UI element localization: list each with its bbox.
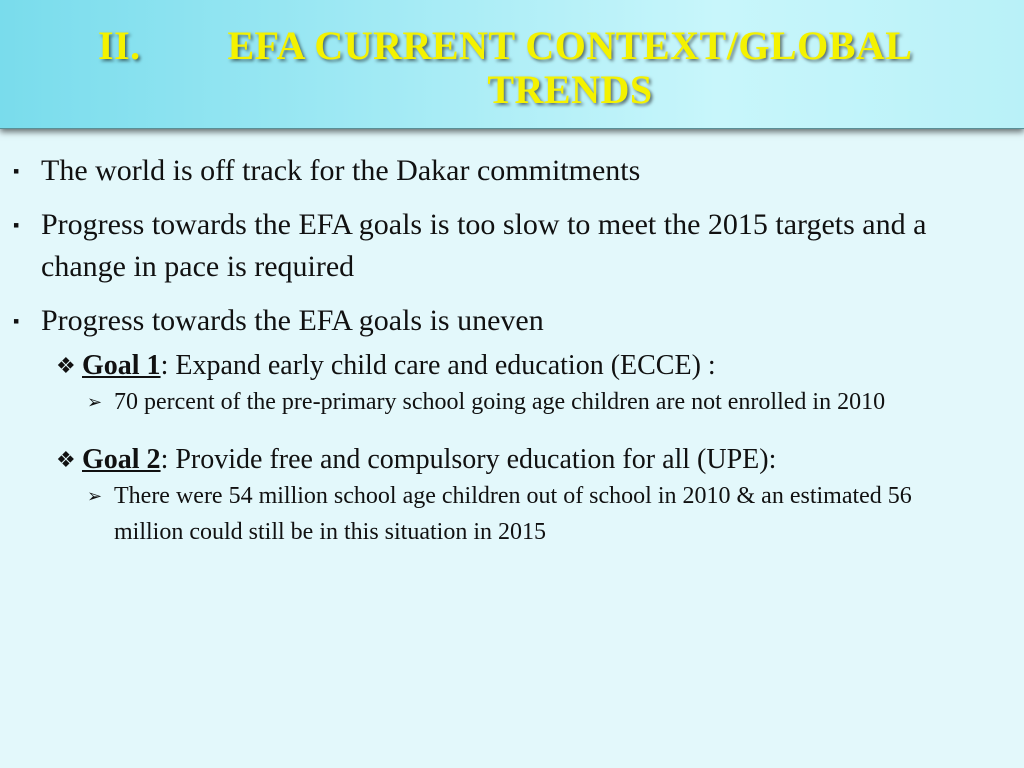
slide-content	[0, 150, 1024, 550]
title-number: II.	[98, 23, 141, 68]
title-text: EFA CURRENT CONTEXT/GLOBAL TRENDS	[227, 23, 913, 112]
goal-label: Goal 1	[82, 350, 161, 381]
square-bullet-icon: ▪	[13, 161, 20, 181]
bullet-item	[0, 204, 1024, 288]
goal-detail	[0, 478, 1024, 550]
arrow-bullet-icon: ➢	[87, 392, 103, 412]
square-bullet-icon: ▪	[13, 215, 20, 235]
title-bar	[0, 0, 1024, 129]
goal-label: Goal 2	[82, 444, 161, 475]
arrow-bullet-icon: ➢	[87, 486, 103, 506]
bullet-item	[0, 300, 1024, 342]
goal-text: : Expand early child care and education (ECCE) :	[160, 350, 716, 381]
diamond-bullet-icon: ❖	[56, 353, 76, 378]
bullet-text: The world is off track for the Dakar commitments	[41, 154, 641, 187]
goal-item	[0, 348, 1024, 384]
goal-detail-text: There were 54 million school age children out of school in 2010 & an estimated 56 million could still be in this situation in 2015	[114, 483, 912, 545]
bullet-text: Progress towards the EFA goals is uneven	[41, 304, 544, 337]
bullet-text: Progress towards the EFA goals is too slow to meet the 2015 targets and a change in pace is required	[41, 208, 927, 283]
goal-detail-text: 70 percent of the pre-primary school going age children are not enrolled in 2010	[114, 389, 886, 415]
goal-detail	[0, 384, 1024, 420]
bullet-item	[0, 150, 1024, 192]
square-bullet-icon: ▪	[13, 311, 20, 331]
diamond-bullet-icon: ❖	[56, 447, 76, 472]
goal-text: : Provide free and compulsory education for all (UPE):	[160, 444, 777, 475]
goal-item	[0, 442, 1024, 478]
